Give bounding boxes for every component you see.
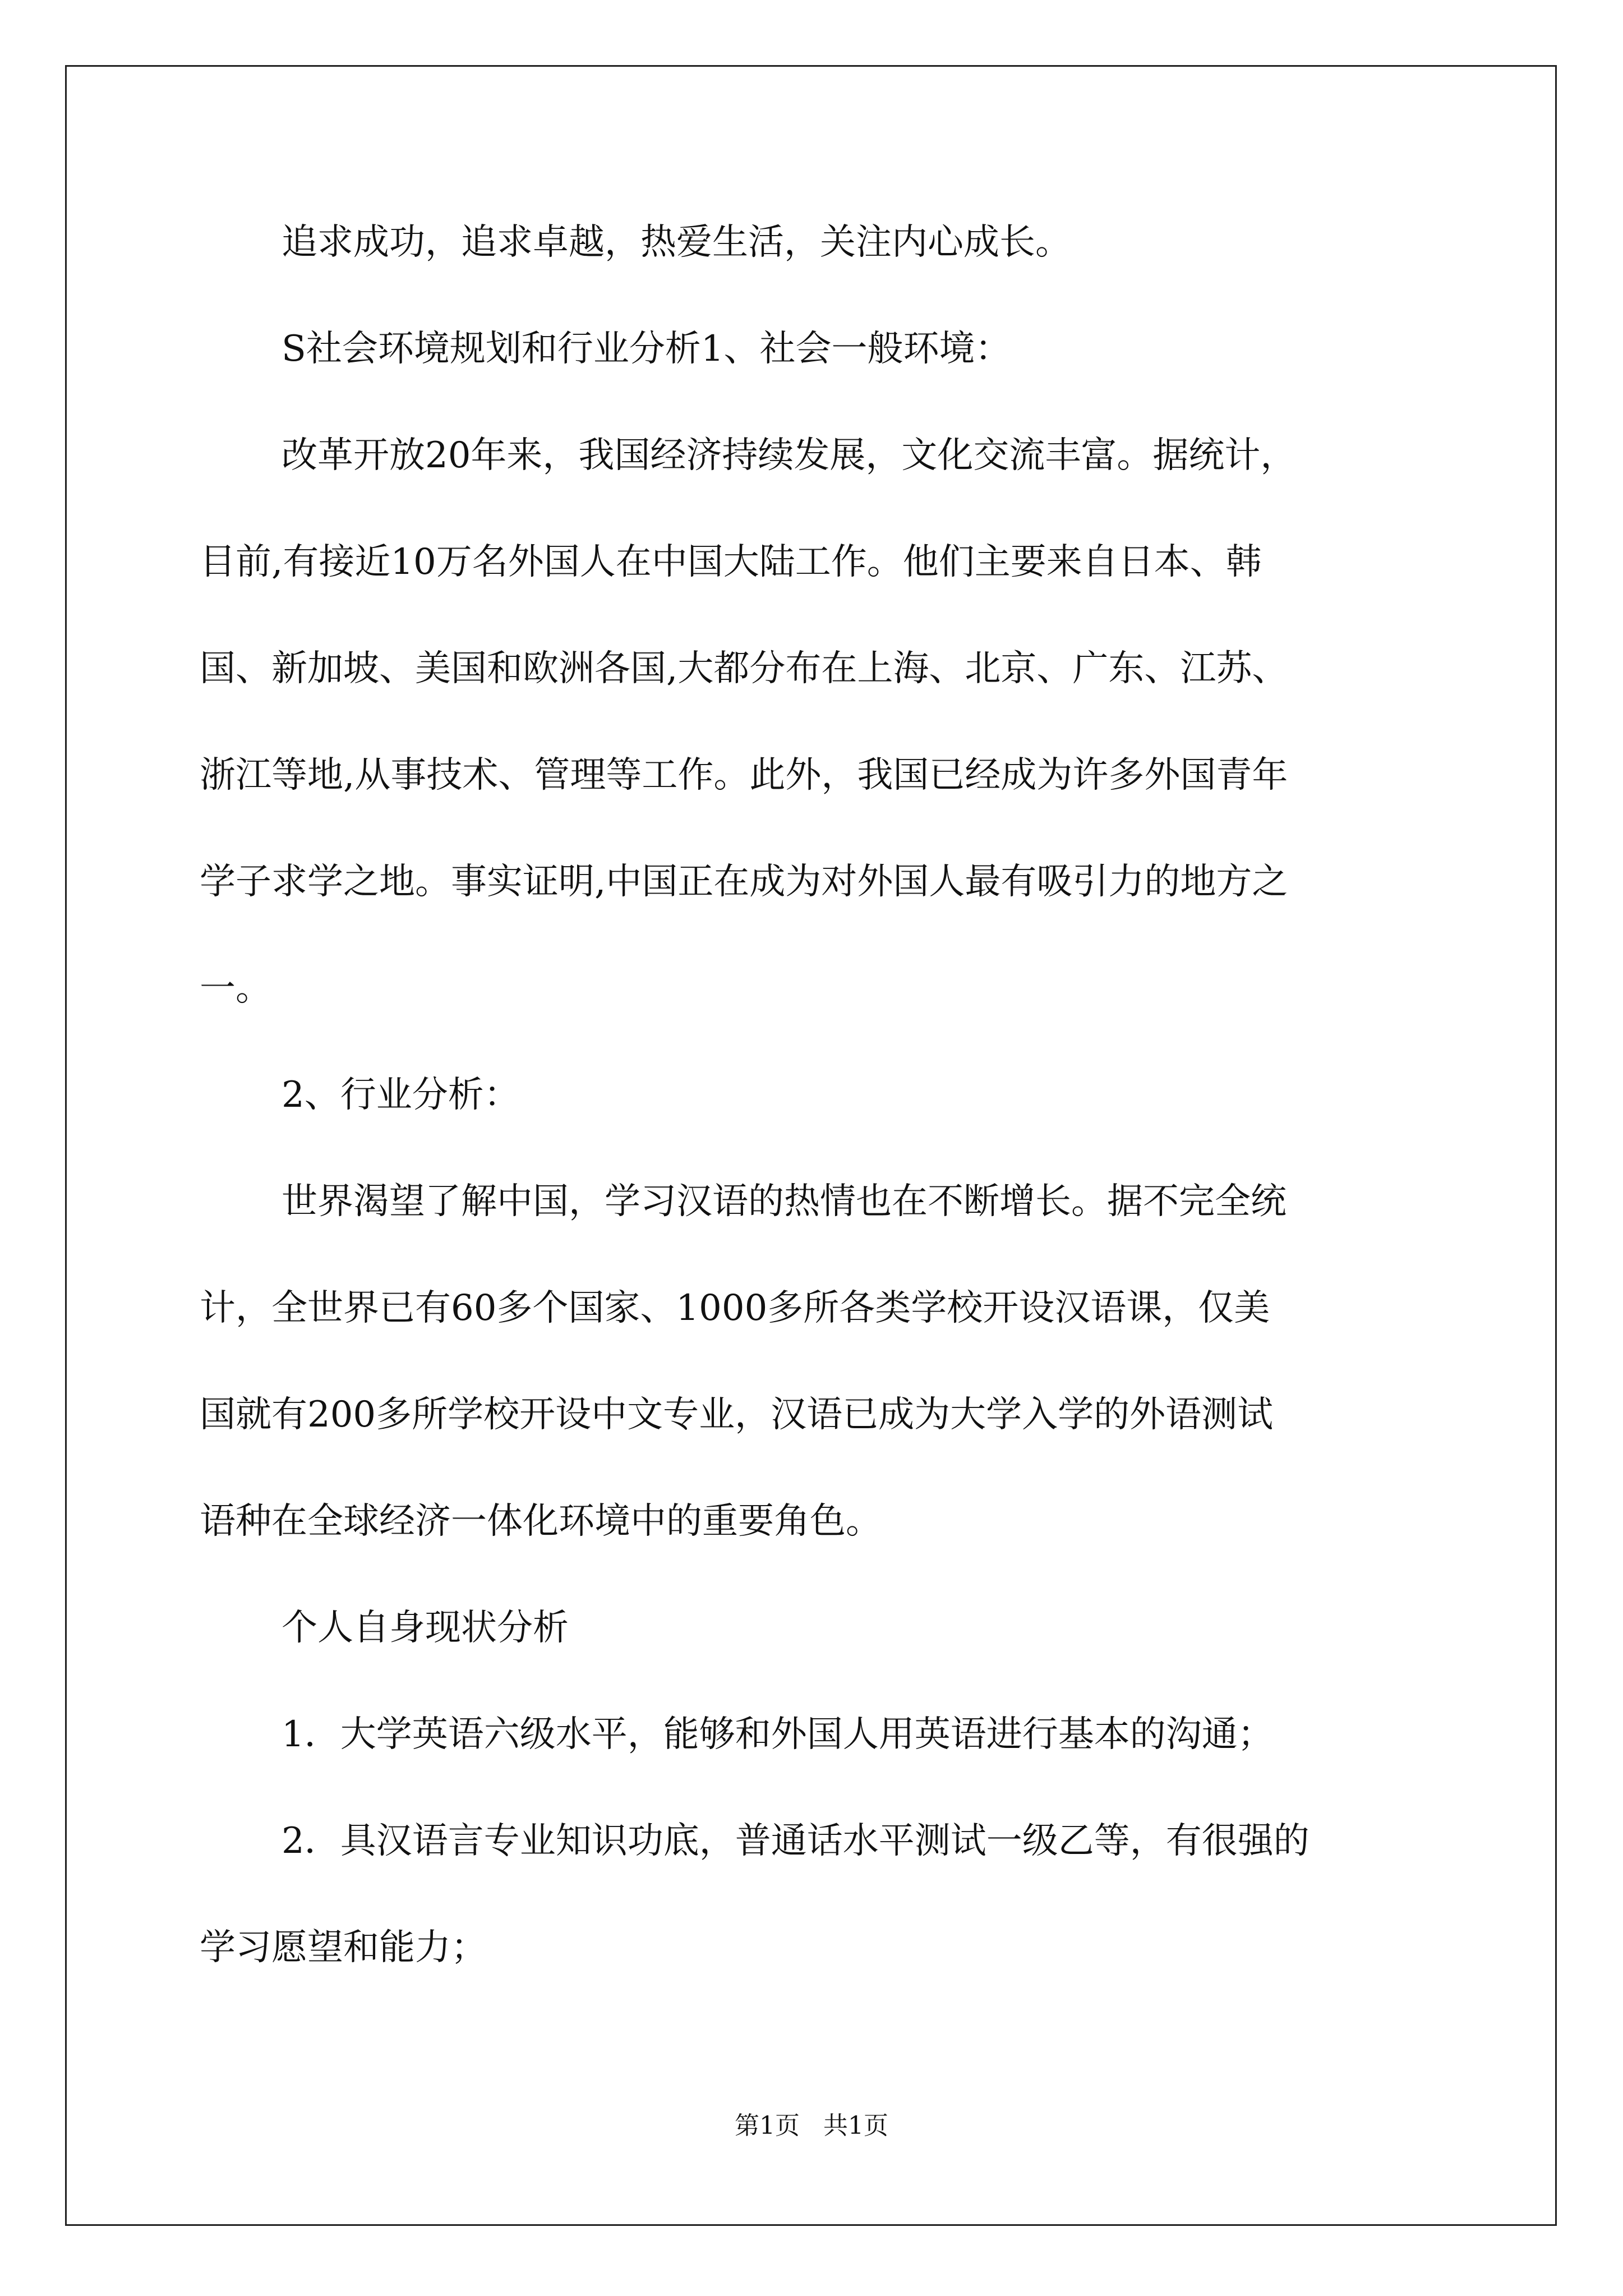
- text-line-17: 学习愿望和能力；: [200, 1927, 487, 1968]
- text-line-10: 世界渴望了解中国，学习汉语的热情也在不断增长。据不完全统: [282, 1181, 1287, 1222]
- text-line-1: 追求成功，追求卓越，热爱生活，关注内心成长。: [282, 222, 1071, 263]
- text-line-4: 目前,有接近10万名外国人在中国大陆工作。他们主要来自日本、韩: [200, 541, 1262, 583]
- text-line-9: 2、行业分析：: [282, 1074, 520, 1116]
- text-line-16: 2．具汉语言专业知识功底，普通话水平测试一级乙等，有很强的: [282, 1820, 1310, 1862]
- text-line-15: 1．大学英语六级水平，能够和外国人用英语进行基本的沟通；: [282, 1714, 1274, 1755]
- text-line-8: 一。: [200, 968, 271, 1009]
- text-line-6: 浙江等地,从事技术、管理等工作。此外，我国已经成为许多外国青年: [200, 754, 1288, 796]
- text-line-5: 国、新加坡、美国和欧洲各国,大都分布在上海、北京、广东、江苏、: [200, 648, 1288, 689]
- text-line-2: S社会环境规划和行业分析1、社会一般环境：: [282, 328, 1011, 370]
- text-line-11: 计，全世界已有60多个国家、1000多所各类学校开设汉语课，仅美: [200, 1287, 1270, 1329]
- text-line-13: 语种在全球经济一体化环境中的重要角色。: [200, 1501, 882, 1542]
- text-line-14: 个人自身现状分析: [282, 1607, 569, 1649]
- text-line-3: 改革开放20年来，我国经济持续发展，文化交流丰富。据统计，: [282, 435, 1297, 476]
- document-body: [200, 219, 1456, 2031]
- text-line-12: 国就有200多所学校开设中文专业，汉语已成为大学入学的外语测试: [200, 1394, 1274, 1435]
- page-number-footer: 第1页 共1页: [735, 2111, 888, 2140]
- text-line-7: 学子求学之地。事实证明,中国正在成为对外国人最有吸引力的地方之: [200, 861, 1288, 903]
